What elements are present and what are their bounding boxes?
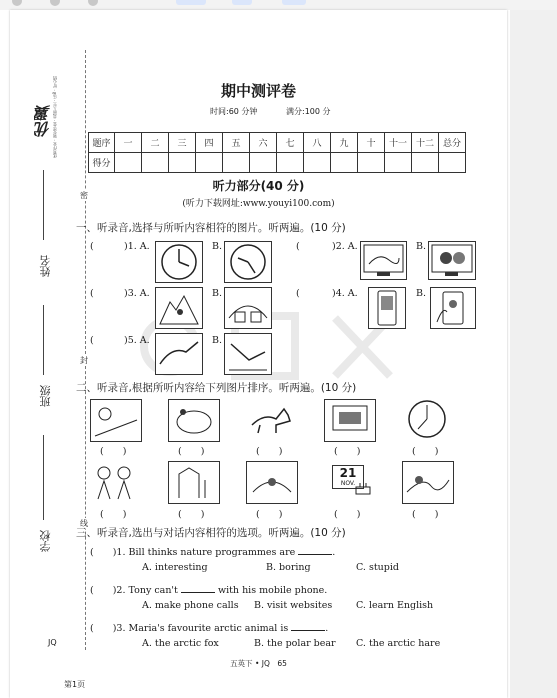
answer-blank[interactable] <box>298 554 332 555</box>
clock-icon[interactable] <box>155 241 203 283</box>
item4-label: )4. A. <box>332 288 358 299</box>
page-footer: 五英下 • JQ 65 <box>230 659 287 668</box>
cut-mark-xian: 线 <box>80 519 88 528</box>
answer-paren[interactable]: ( <box>90 335 94 346</box>
score-cell[interactable] <box>385 153 412 173</box>
mobile-phone-icon[interactable] <box>430 287 476 329</box>
question-text: )1. Bill thinks nature programmes are <box>112 547 296 558</box>
option-a[interactable]: A. interesting <box>142 562 208 573</box>
name-label: 姓名 <box>39 255 52 277</box>
score-table-header: 七 <box>277 133 304 153</box>
mobile-phone-icon[interactable] <box>368 287 406 329</box>
tv-icon[interactable] <box>360 241 407 280</box>
option-c[interactable]: C. the arctic hare <box>356 638 441 649</box>
toolbar-button[interactable] <box>232 0 252 5</box>
item1-label: )1. A. <box>124 241 150 252</box>
toolbar-button[interactable] <box>176 0 206 5</box>
option-a[interactable]: A. the arctic fox <box>142 638 219 649</box>
score-cell[interactable] <box>223 153 250 173</box>
question-1 <box>90 544 335 558</box>
item1-b-label: B. <box>212 241 223 252</box>
question-text-end: . <box>325 623 329 634</box>
answer-paren[interactable]: ( ) <box>256 446 283 457</box>
question-text: )3. Maria's favourite arctic animal is <box>112 623 289 634</box>
answer-blank[interactable] <box>181 592 215 593</box>
answer-paren[interactable]: ( ) <box>412 446 439 457</box>
cut-line <box>85 50 86 650</box>
score-cell[interactable] <box>358 153 385 173</box>
picture-6[interactable] <box>90 461 140 502</box>
answer-paren[interactable]: ( ) <box>334 509 361 520</box>
answer-paren[interactable]: ( <box>90 241 94 252</box>
toolbar-button[interactable] <box>88 0 98 6</box>
option-c[interactable]: C. stupid <box>356 562 399 573</box>
item5-b-label: B. <box>212 335 223 346</box>
clock-icon[interactable] <box>402 399 452 440</box>
time-note: 时间:60 分钟 <box>210 107 258 116</box>
item4-b-label: B. <box>416 288 427 299</box>
picture-1[interactable] <box>90 399 142 442</box>
score-cell[interactable] <box>250 153 277 173</box>
option-c[interactable]: C. learn English <box>356 600 434 611</box>
score-cell[interactable] <box>439 153 466 173</box>
section3-title: 三、听录音,选出与对话内容相符的选项。听两遍。(10 分) <box>76 527 346 539</box>
question-text: )2. Tony can't <box>112 585 178 596</box>
question-text-end: . <box>332 547 336 558</box>
score-cell[interactable] <box>169 153 196 173</box>
toolbar-button[interactable] <box>50 0 60 6</box>
toolbar-button[interactable] <box>282 0 306 5</box>
animal-icon[interactable] <box>224 333 272 375</box>
picture-7[interactable] <box>168 461 220 504</box>
item2-label: )2. A. <box>332 241 358 252</box>
tv-icon[interactable] <box>324 399 376 442</box>
answer-paren[interactable]: ( ) <box>178 446 205 457</box>
photo-icon[interactable] <box>155 287 203 329</box>
answer-blank[interactable] <box>291 630 325 631</box>
tv-icon[interactable] <box>428 241 476 280</box>
option-b[interactable]: B. boring <box>266 562 311 573</box>
score-cell[interactable] <box>196 153 223 173</box>
calendar-month: NOV. <box>340 480 356 487</box>
brand-subtitle: 优秀作业 · 领先学堂 · 美丽人生 · 乐8 · 好心情 <box>52 76 57 158</box>
section2-title: 二、听录音,根据所听内容给下列图片排序。听两遍。(10 分) <box>76 382 357 394</box>
school-label: 学校 <box>39 530 52 552</box>
score-table-header: 十一 <box>385 133 412 153</box>
answer-paren[interactable]: ( <box>90 585 113 596</box>
calendar-day: 21 <box>339 466 357 480</box>
cut-mark-mi: 密 <box>80 191 88 200</box>
answer-paren[interactable]: ( <box>90 288 94 299</box>
toolbar-button[interactable] <box>12 0 22 6</box>
answer-paren[interactable]: ( <box>90 623 113 634</box>
item3-b-label: B. <box>212 288 223 299</box>
answer-paren[interactable]: ( ) <box>412 509 439 520</box>
jq-mark: JQ <box>48 638 57 647</box>
score-table-header: 总分 <box>439 133 466 153</box>
score-table-header: 六 <box>250 133 277 153</box>
answer-paren[interactable]: ( ) <box>256 509 283 520</box>
item2-b-label: B. <box>416 241 427 252</box>
option-b[interactable]: B. visit websites <box>254 600 333 611</box>
photo-icon[interactable] <box>224 287 272 329</box>
answer-paren[interactable]: ( ) <box>100 446 127 457</box>
page-number-label: 第1页 <box>64 680 86 689</box>
picture-8[interactable] <box>246 461 298 504</box>
score-cell[interactable] <box>115 153 142 173</box>
question-text-end: with his mobile phone. <box>217 585 328 596</box>
score-row-label: 得分 <box>89 153 115 173</box>
option-b[interactable]: B. the polar bear <box>254 638 336 649</box>
item3-label: )3. A. <box>124 288 150 299</box>
question-3 <box>90 620 328 634</box>
score-cell[interactable] <box>277 153 304 173</box>
score-table-header: 一 <box>115 133 142 153</box>
brand-logo: 优翼 <box>34 105 53 137</box>
question-2 <box>90 582 327 596</box>
picture-10[interactable] <box>402 461 454 504</box>
score-cell[interactable] <box>304 153 331 173</box>
score-table-header: 二 <box>142 133 169 153</box>
animal-icon[interactable] <box>155 333 203 375</box>
answer-paren[interactable]: ( ) <box>100 509 127 520</box>
score-table-header: 十 <box>358 133 385 153</box>
class-label: 班级 <box>39 385 52 407</box>
calendar-icon[interactable] <box>324 461 372 502</box>
option-a[interactable]: A. make phone calls <box>142 600 239 611</box>
score-table-header: 九 <box>331 133 358 153</box>
score-table-header: 三 <box>169 133 196 153</box>
page-title: 期中测评卷 <box>220 82 296 100</box>
viewer-toolbar <box>0 0 557 10</box>
answer-paren[interactable]: ( <box>296 241 300 252</box>
score-table-header: 五 <box>223 133 250 153</box>
birthday-cake-icon <box>354 481 372 495</box>
score-table-header-label: 题序 <box>89 133 115 153</box>
answer-paren[interactable]: ( ) <box>178 509 205 520</box>
listening-heading: 听力部分(40 分) <box>212 179 305 193</box>
score-table-header: 八 <box>304 133 331 153</box>
score-table-header: 四 <box>196 133 223 153</box>
score-table-header: 十二 <box>412 133 439 153</box>
school-line[interactable] <box>43 435 44 520</box>
score-cell[interactable] <box>412 153 439 173</box>
section1-title: 一、听录音,选择与所听内容相符的图片。听两遍。(10 分) <box>76 222 346 234</box>
answer-paren[interactable]: ( <box>296 288 300 299</box>
score-cell[interactable] <box>142 153 169 173</box>
class-line[interactable] <box>43 305 44 375</box>
cut-mark-feng: 封 <box>80 356 88 365</box>
answer-paren[interactable]: ( <box>90 547 113 558</box>
exam-page <box>10 10 507 698</box>
picture-2[interactable] <box>168 399 220 442</box>
clock-icon[interactable] <box>224 241 272 283</box>
answer-paren[interactable]: ( ) <box>334 446 361 457</box>
download-note: (听力下载网址:www.youyi100.com) <box>182 199 335 209</box>
score-table <box>88 132 466 173</box>
item5-label: )5. A. <box>124 335 150 346</box>
score-cell[interactable] <box>331 153 358 173</box>
fox-icon[interactable] <box>246 399 296 440</box>
score-note: 满分:100 分 <box>286 107 331 116</box>
viewer-gutter <box>510 10 557 698</box>
